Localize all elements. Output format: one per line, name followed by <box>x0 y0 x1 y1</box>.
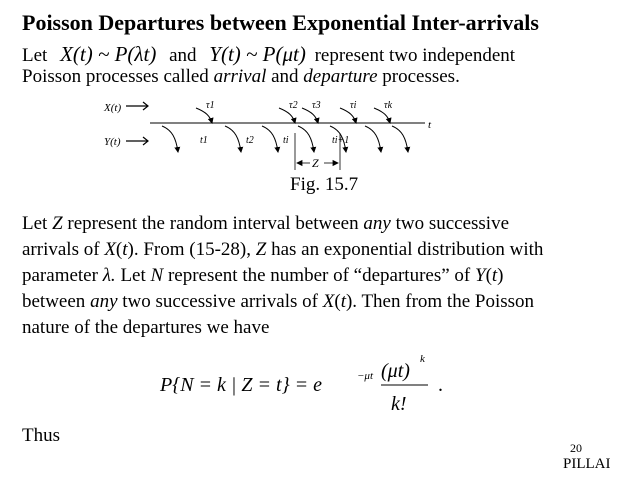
t-label: ti+1 <box>332 135 350 146</box>
body-text: ). From (15-28), <box>127 239 256 260</box>
body-text: t <box>491 265 498 286</box>
body-text: X <box>104 239 116 260</box>
page-number: 20 <box>570 441 582 455</box>
equation-numerator: (μt) <box>381 360 410 382</box>
body-text: Let <box>22 213 53 234</box>
intro-and: and <box>169 45 197 66</box>
equation-numerator-power: k <box>420 353 425 365</box>
body-text: Z <box>255 239 267 260</box>
tau-label: τ1 <box>206 100 215 111</box>
equation-exponent: −μt <box>357 370 374 382</box>
thus-text: Thus <box>22 425 60 446</box>
x-process-definition: X(t) ~ P(λt) <box>60 42 157 66</box>
intro-rest: represent two independent <box>314 45 516 66</box>
body-text: parameter <box>22 265 103 286</box>
body-text: two successive <box>390 213 510 234</box>
author-name: PILLAI <box>563 456 611 472</box>
body-text: N <box>150 265 164 286</box>
body-text: ( <box>115 239 123 260</box>
body-text: ( <box>334 291 341 312</box>
intro-let: Let <box>22 45 48 66</box>
body-text: Let <box>115 265 151 286</box>
body-text: t <box>122 239 128 260</box>
body-text: X <box>322 291 335 312</box>
equation-lhs: P{N = k | Z = t} = e <box>160 374 322 396</box>
body-text: any <box>90 291 118 312</box>
body-text: Z <box>52 213 63 234</box>
intro-text: and <box>266 66 304 87</box>
y-process-label: Y(t) <box>104 136 121 148</box>
body-text: arrivals of <box>22 239 105 260</box>
arrival-word: arrival <box>213 66 267 87</box>
z-label: Z <box>312 156 319 170</box>
tau-label: τk <box>384 100 393 111</box>
body-text: ). Then from the Poisson <box>345 291 535 312</box>
tau-label: τ3 <box>312 100 321 111</box>
body-text: ) <box>497 265 504 286</box>
t-label: t1 <box>200 135 208 146</box>
body-text: between <box>22 291 91 312</box>
time-axis-label: t <box>428 119 432 131</box>
slide-title: Poisson Departures between Exponential Inter-arrivals <box>22 10 539 35</box>
body-text: nature of the departures we have <box>22 317 270 338</box>
x-process-label: X(t) <box>104 102 122 114</box>
body-text: has an exponential distribution with <box>266 239 544 260</box>
body-text: any <box>363 213 391 234</box>
y-process-definition: Y(t) ~ P(μt) <box>209 42 306 66</box>
body-text: two successive arrivals of <box>117 291 323 312</box>
body-text: Y <box>474 265 486 286</box>
body-text: represent the number of “departures” of <box>163 265 475 286</box>
body-text: represent the random interval between <box>62 213 364 234</box>
intro-text: Poisson processes called <box>22 66 214 87</box>
body-text: t <box>340 291 346 312</box>
t-label: t2 <box>246 135 254 146</box>
tau-label: τ2 <box>289 100 298 111</box>
t-label: ti <box>283 135 289 146</box>
intro-text: processes. <box>377 66 460 87</box>
equation-denominator: k! <box>391 393 407 415</box>
body-text: ( <box>485 265 492 286</box>
figure-caption: Fig. 15.7 <box>290 174 359 195</box>
equation-period: . <box>438 374 443 396</box>
tau-label: τi <box>350 100 357 111</box>
body-text: λ. <box>102 265 116 286</box>
departure-word: departure <box>303 66 378 87</box>
